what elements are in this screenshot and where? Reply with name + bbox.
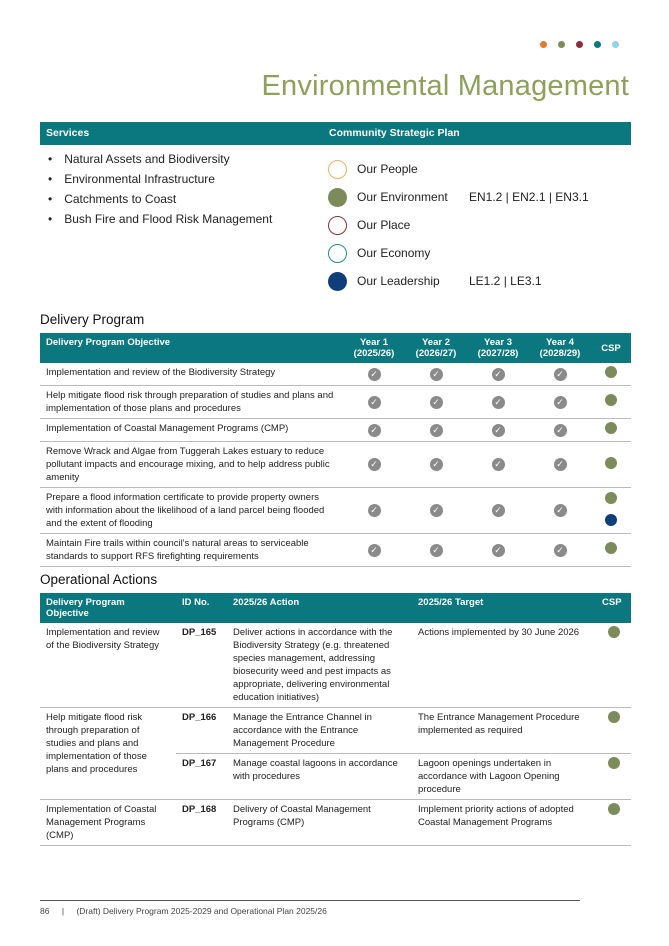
table-row bbox=[40, 534, 631, 567]
check-icon: ✓ bbox=[554, 396, 567, 409]
check-icon: ✓ bbox=[554, 458, 567, 471]
environment-dot-icon bbox=[608, 757, 620, 769]
id-cell: DP_168 bbox=[176, 800, 227, 846]
objective-cell: Remove Wrack and Algae from Tuggerah Lakes estuary to reduce pollutant impacts and encourage mixing, and to help address public amenity bbox=[40, 442, 343, 488]
check-icon: ✓ bbox=[492, 544, 505, 557]
table-header-row bbox=[40, 333, 631, 363]
maroon-dot-icon bbox=[576, 41, 583, 48]
operational-actions-title: Operational Actions bbox=[40, 572, 158, 587]
objective-cell: Implementation and review of the Biodiversity Strategy bbox=[40, 623, 176, 708]
check-icon: ✓ bbox=[368, 544, 381, 557]
services-csp-header bbox=[40, 122, 631, 145]
service-item: • Bush Fire and Flood Risk Management bbox=[48, 209, 272, 229]
economy-circle-icon bbox=[328, 244, 347, 263]
csp-item: Our Leadership LE1.2 | LE3.1 bbox=[328, 267, 589, 295]
table-row bbox=[40, 363, 631, 386]
csp-header: Community Strategic Plan bbox=[329, 127, 460, 139]
csp-codes: LE1.2 | LE3.1 bbox=[469, 274, 542, 288]
footer-text: (Draft) Delivery Program 2025-2029 and Operational Plan 2025/26 bbox=[76, 906, 327, 916]
csp-codes: EN1.2 | EN2.1 | EN3.1 bbox=[469, 190, 589, 204]
target-cell: Lagoon openings undertaken in accordance with Lagoon Opening procedure bbox=[412, 754, 596, 800]
check-icon: ✓ bbox=[554, 368, 567, 381]
olive-dot-icon bbox=[558, 41, 565, 48]
page-footer bbox=[40, 906, 327, 916]
environment-dot-icon bbox=[608, 711, 620, 723]
footer-divider bbox=[40, 900, 580, 901]
action-cell: Manage coastal lagoons in accordance with procedures bbox=[227, 754, 412, 800]
page-number: 86 bbox=[40, 906, 50, 916]
action-cell: Delivery of Coastal Management Programs (CMP) bbox=[227, 800, 412, 846]
check-icon: ✓ bbox=[430, 396, 443, 409]
check-icon: ✓ bbox=[554, 504, 567, 517]
target-cell: The Entrance Management Procedure implemented as required bbox=[412, 708, 596, 754]
environment-dot-icon bbox=[605, 394, 617, 406]
delivery-program-title: Delivery Program bbox=[40, 312, 145, 327]
check-icon: ✓ bbox=[492, 504, 505, 517]
id-cell: DP_166 bbox=[176, 708, 227, 754]
leadership-dot-icon bbox=[605, 514, 617, 526]
check-icon: ✓ bbox=[368, 504, 381, 517]
check-icon: ✓ bbox=[368, 368, 381, 381]
target-cell: Implement priority actions of adopted Coastal Management Programs bbox=[412, 800, 596, 846]
services-list bbox=[48, 149, 272, 229]
page-title: Environmental Management bbox=[261, 70, 629, 102]
objective-cell: Prepare a flood information certificate to provide property owners with information about the likelihood of a land parcel being flooded and the extent of flooding bbox=[40, 488, 343, 534]
year-header: Year 1 (2025/26) bbox=[343, 333, 405, 363]
check-icon: ✓ bbox=[430, 458, 443, 471]
table-row bbox=[40, 386, 631, 419]
orange-dot-icon bbox=[540, 41, 547, 48]
check-icon: ✓ bbox=[492, 396, 505, 409]
check-icon: ✓ bbox=[430, 504, 443, 517]
objective-cell: Help mitigate flood risk through preparation of studies and plans and implementation of those plans and procedures bbox=[40, 708, 176, 800]
check-icon: ✓ bbox=[430, 368, 443, 381]
csp-header: CSP bbox=[591, 333, 631, 363]
table-row bbox=[40, 442, 631, 488]
csp-item: Our Economy bbox=[328, 239, 589, 267]
check-icon: ✓ bbox=[492, 424, 505, 437]
environment-dot-icon bbox=[605, 422, 617, 434]
action-header: 2025/26 Action bbox=[227, 593, 412, 623]
objective-cell: Implementation of Coastal Management Programs (CMP) bbox=[40, 800, 176, 846]
check-icon: ✓ bbox=[554, 544, 567, 557]
environment-dot-icon bbox=[605, 542, 617, 554]
id-cell: DP_167 bbox=[176, 754, 227, 800]
environment-dot-icon bbox=[608, 626, 620, 638]
id-cell: DP_165 bbox=[176, 623, 227, 708]
table-row bbox=[40, 623, 631, 708]
table-row bbox=[40, 708, 631, 754]
objective-cell: Help mitigate flood risk through preparation of studies and plans and implementation of those plans and procedures bbox=[40, 386, 343, 419]
csp-list bbox=[328, 155, 589, 295]
place-circle-icon bbox=[328, 216, 347, 235]
action-cell: Deliver actions in accordance with the Biodiversity Strategy (e.g. threatened species management, addressing biosecurity weed and pest impacts as appropriate, delivering environmental education initiatives) bbox=[227, 623, 412, 708]
csp-header: CSP bbox=[596, 593, 631, 623]
service-item: • Catchments to Coast bbox=[48, 189, 272, 209]
action-cell: Manage the Entrance Channel in accordance with the Entrance Management Procedure bbox=[227, 708, 412, 754]
table-header-row bbox=[40, 593, 631, 623]
check-icon: ✓ bbox=[368, 396, 381, 409]
service-item: • Natural Assets and Biodiversity bbox=[48, 149, 272, 169]
people-circle-icon bbox=[328, 160, 347, 179]
service-item: • Environmental Infrastructure bbox=[48, 169, 272, 189]
check-icon: ✓ bbox=[554, 424, 567, 437]
check-icon: ✓ bbox=[492, 368, 505, 381]
objective-header: Delivery Program Objective bbox=[40, 593, 176, 623]
csp-item: Our Environment EN1.2 | EN2.1 | EN3.1 bbox=[328, 183, 589, 211]
environment-dot-icon bbox=[608, 803, 620, 815]
delivery-program-table bbox=[40, 333, 631, 567]
table-row bbox=[40, 800, 631, 846]
leadership-circle-icon bbox=[328, 272, 347, 291]
light-blue-dot-icon bbox=[612, 41, 619, 48]
target-cell: Actions implemented by 30 June 2026 bbox=[412, 623, 596, 708]
check-icon: ✓ bbox=[430, 544, 443, 557]
footer-separator: | bbox=[61, 906, 65, 916]
services-header: Services bbox=[46, 127, 90, 139]
table-row bbox=[40, 488, 631, 534]
objective-cell: Maintain Fire trails within council's natural areas to serviceable standards to support RFS firefighting requirements bbox=[40, 534, 343, 567]
check-icon: ✓ bbox=[430, 424, 443, 437]
check-icon: ✓ bbox=[492, 458, 505, 471]
id-header: ID No. bbox=[176, 593, 227, 623]
objective-header: Delivery Program Objective bbox=[40, 333, 343, 363]
target-header: 2025/26 Target bbox=[412, 593, 596, 623]
teal-dot-icon bbox=[594, 41, 601, 48]
objective-cell: Implementation and review of the Biodiversity Strategy bbox=[40, 363, 343, 386]
operational-actions-table bbox=[40, 593, 631, 846]
decorative-dots bbox=[540, 41, 619, 48]
check-icon: ✓ bbox=[368, 458, 381, 471]
environment-dot-icon bbox=[605, 457, 617, 469]
check-icon: ✓ bbox=[368, 424, 381, 437]
environment-circle-icon bbox=[328, 188, 347, 207]
year-header: Year 3 (2027/28) bbox=[467, 333, 529, 363]
csp-item: Our Place bbox=[328, 211, 589, 239]
table-row bbox=[40, 419, 631, 442]
environment-dot-icon bbox=[605, 366, 617, 378]
objective-cell: Implementation of Coastal Management Programs (CMP) bbox=[40, 419, 343, 442]
year-header: Year 2 (2026/27) bbox=[405, 333, 467, 363]
environment-dot-icon bbox=[605, 492, 617, 504]
csp-item: Our People bbox=[328, 155, 589, 183]
year-header: Year 4 (2028/29) bbox=[529, 333, 591, 363]
